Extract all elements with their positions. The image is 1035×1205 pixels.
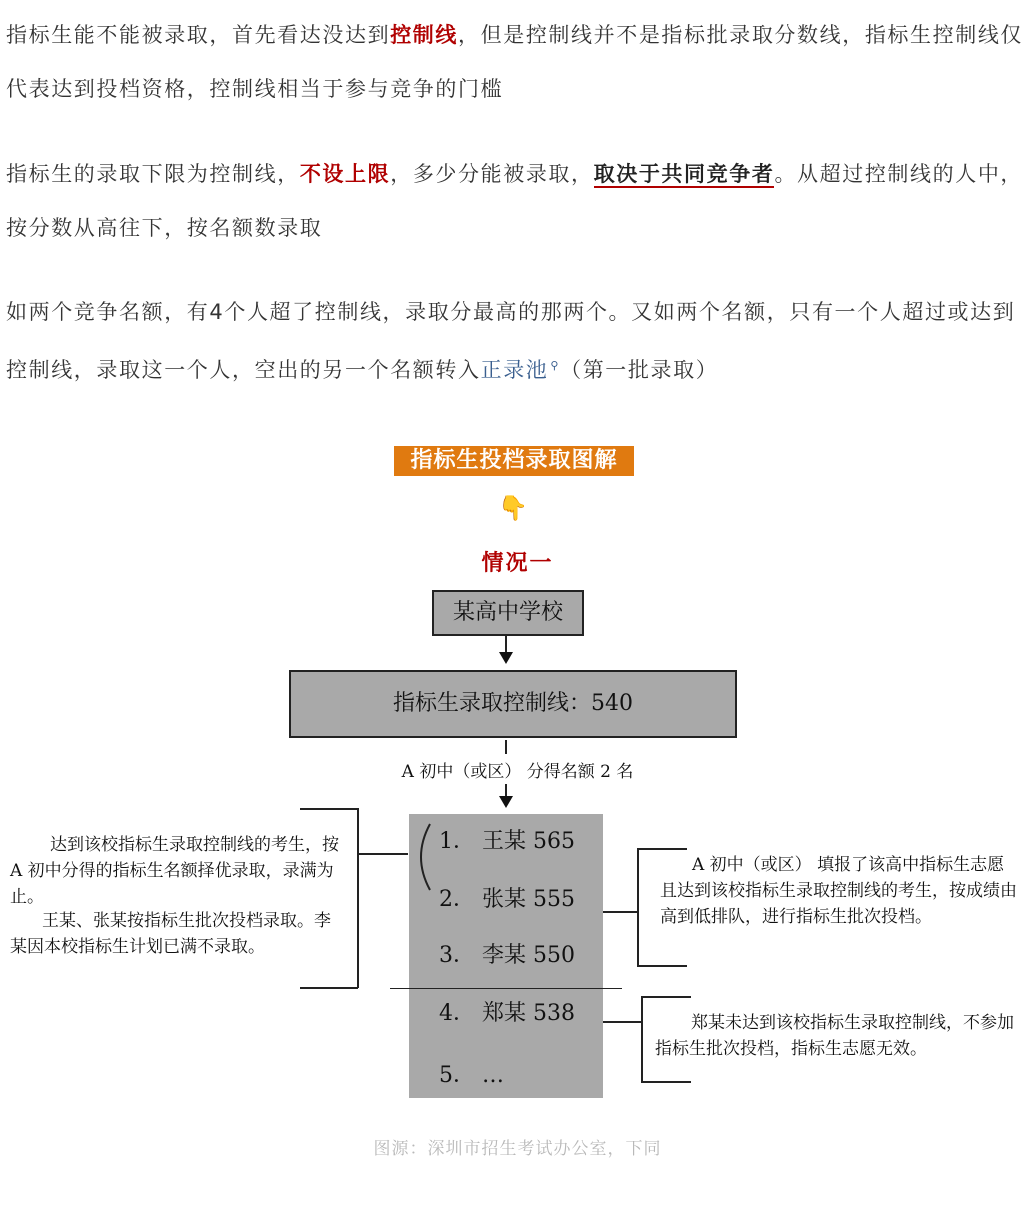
bracket-line	[358, 853, 408, 855]
student-item: 3． 李某 550	[439, 943, 575, 968]
right-note-invalid: 郑某未达到该校指标生录取控制线，不参加指标生批次投档，指标生志愿无效。	[655, 1013, 1014, 1059]
paragraph-example	[6, 285, 1026, 397]
search-icon[interactable]: ⚲	[550, 359, 561, 372]
student-ranking-box	[409, 814, 603, 1098]
text: 指标生的录取下限为控制线，	[6, 162, 300, 186]
bracket-line	[603, 911, 638, 913]
figure-heading: 指标生投档录取图解	[394, 446, 634, 476]
control-line-box: 指标生录取控制线：540	[289, 670, 737, 738]
bracket-line	[641, 996, 643, 1082]
text: （第一批录取）	[560, 358, 719, 382]
image-source-caption: 图源：深圳市招生考试办公室，下同	[373, 1139, 662, 1159]
bracket-line	[641, 996, 691, 998]
cutoff-line	[390, 988, 622, 989]
highlight-no-upper-limit: 不设上限	[299, 162, 391, 186]
text: 指标生能不能被录取，首先看达没达到	[6, 23, 391, 47]
bracket-line	[300, 987, 358, 989]
link-zheng-lu-chi[interactable]: 正录池	[480, 358, 549, 382]
school-box: 某高中学校	[432, 590, 584, 636]
case-title: 情况一	[481, 551, 554, 576]
connector-line	[505, 740, 507, 754]
student-item: 2． 张某 555	[439, 887, 575, 912]
arrow-down-icon	[499, 796, 513, 808]
bracket-line	[300, 808, 358, 810]
student-item: 1． 王某 565	[439, 829, 575, 854]
highlight-competitors: 取决于共同竞争者	[593, 162, 775, 186]
paragraph-control-line	[6, 8, 1026, 116]
text: 。从超过控制线的人中，按分数从高往下，按名额数录取	[6, 162, 1024, 240]
bracket-line	[603, 1021, 642, 1023]
bracket-line	[637, 965, 687, 967]
bracket-line	[641, 1081, 691, 1083]
text: 如两个竞争名额，有4个人超了控制线，录取分最高的那两个。又如两个名额，只有一个人超过或达到控制线，录取这一个人，空出的另一个名额转入	[6, 300, 1016, 382]
paragraph-admission-range	[6, 147, 1026, 255]
student-item: 4． 郑某 538	[439, 1001, 575, 1026]
left-note-result: 王某、张某按指标生批次投档录取。李某因本校指标生计划已满不录取。	[10, 911, 331, 957]
arrow-down-icon	[499, 652, 513, 664]
bracket-line	[357, 808, 359, 988]
right-note-queue: A 初中（或区） 填报了该高中指标生志愿且达到该校指标生录取控制线的考生，按成绩由高到低排队，进行指标生批次投档。	[660, 855, 1017, 927]
bracket-line	[637, 848, 639, 966]
text: ，多少分能被录取，	[390, 162, 594, 186]
allocation-label: A 初中（或区） 分得名额 2 名	[401, 762, 634, 782]
text: ，但是控制线并不是指标批录取分数线，指标生控制线仅代表达到投档资格，控制线相当于参与竞争的门槛	[6, 23, 1024, 101]
student-item: 5． …	[439, 1063, 504, 1088]
paren-bracket-icon	[410, 822, 434, 892]
left-note-admission: 达到该校指标生录取控制线的考生，按 A 初中分得的指标生名额择优录取，录满为止。	[10, 835, 339, 907]
bracket-line	[637, 848, 687, 850]
highlight-control-line: 控制线	[390, 23, 459, 47]
pointing-down-hand-icon: 👇	[498, 494, 528, 522]
